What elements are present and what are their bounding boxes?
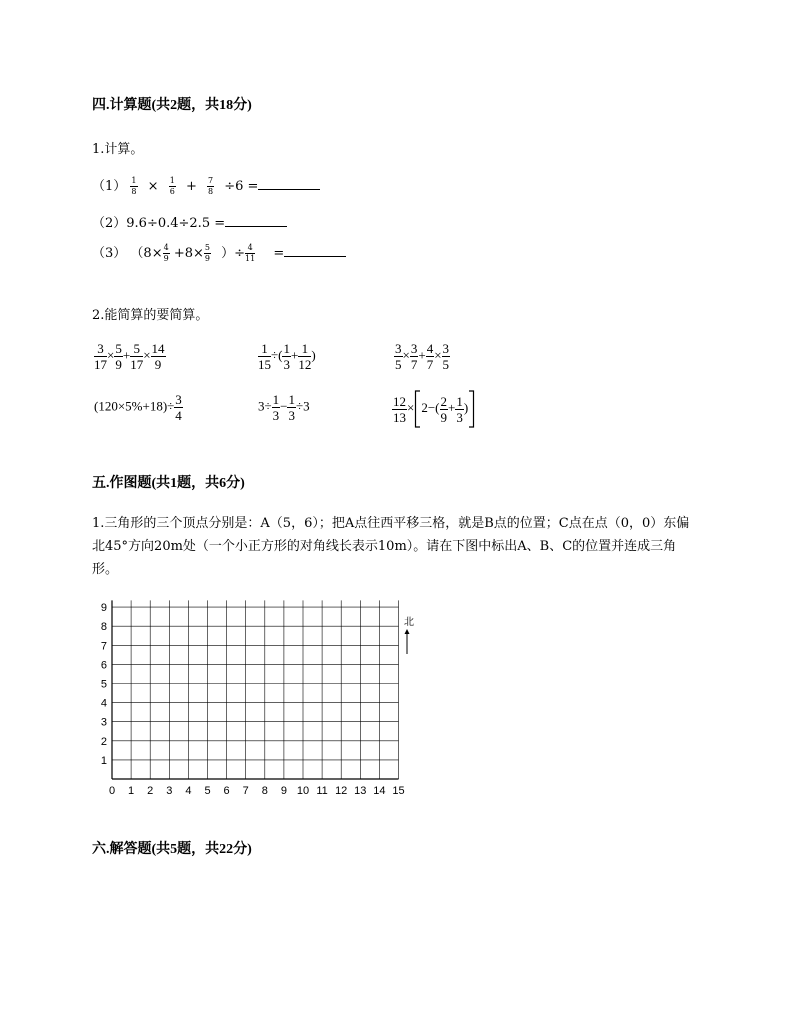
fraction: $\frac{5}{9}$	[204, 243, 210, 263]
x-tick-label: 3	[166, 785, 173, 797]
x-tick-label: 13	[354, 785, 367, 797]
simplify-expr-5: 3÷ $\frac{1}{3}$ − $\frac{1}{3}$ ÷3	[258, 392, 310, 423]
x-tick-label: 15	[392, 785, 405, 797]
x-tick-label: 11	[316, 785, 328, 797]
y-tick-label: 8	[100, 621, 107, 634]
simplify-expr-6: $\frac{12}{13}$ × 2−( $\frac{2}{9}$ + $\frac{1}{3}$ )	[392, 390, 475, 428]
coordinate-grid[interactable]	[90, 598, 420, 803]
y-tick-label: 7	[100, 640, 107, 653]
fraction: $\frac{1}{8}$	[131, 176, 137, 196]
x-tick-label: 6	[223, 785, 230, 797]
line-index: （1）	[92, 179, 127, 194]
grid-lines	[112, 600, 399, 779]
y-tick-label: 5	[100, 678, 107, 691]
answer-blank[interactable]	[225, 226, 287, 227]
simplify-expr-1: $\frac{3}{17}$ × $\frac{5}{9}$ + $\frac{5}{17}$ × $\frac{14}{9}$	[94, 341, 165, 372]
fraction: $\frac{4}{9}$	[163, 243, 169, 263]
y-tick-label: 1	[100, 754, 107, 767]
fraction: $\frac{1}{6}$	[169, 176, 175, 196]
simplify-expr-4: (120×5%+18)÷ $\frac{3}{4}$	[94, 392, 182, 423]
x-tick-label: 2	[147, 785, 154, 797]
calc-line-3: （3） （8× $\frac{4}{9}$ +8× $\frac{5}{9}$ ）÷ $\frac{4}{11}$ =	[92, 242, 346, 263]
question-2-label: 2.能简算的要简算。	[92, 308, 209, 323]
section-answer-title: 六.解答题(共5题，共22分)	[92, 842, 252, 857]
x-tick-label: 9	[280, 785, 287, 797]
x-axis-labels	[109, 785, 405, 797]
fraction: $\frac{7}{8}$	[207, 176, 214, 196]
x-tick-label: 5	[204, 785, 211, 797]
x-tick-label: 14	[373, 785, 386, 797]
x-tick-label: 10	[296, 785, 310, 797]
section-draw-title: 五.作图题(共1题，共6分)	[92, 476, 245, 491]
right-bracket	[468, 390, 475, 428]
x-tick-label: 7	[242, 785, 249, 797]
answer-blank[interactable]	[284, 256, 346, 257]
x-tick-label: 12	[335, 785, 348, 797]
calc-line-1: （1） $\frac{1}{8}$ × $\frac{1}{6}$ + $\frac{7}{8}$ ÷6 =	[92, 175, 320, 196]
question-1-label: 1.计算。	[92, 142, 144, 157]
section-calc-title: 四.计算题(共2题，共18分)	[92, 98, 252, 113]
answer-blank[interactable]	[258, 189, 320, 190]
simplify-expr-3: $\frac{3}{5}$ × $\frac{3}{7}$ + $\frac{4}{7}$ × $\frac{3}{5}$	[395, 341, 450, 372]
draw-question-text: 1.三角形的三个顶点分别是：A（5，6）；把A点往西平移三格，就是B点的位置；C点在点（0，0）东偏北45°方向20m处（一个小正方形的对角线长表示10m）。请在下图中标出A、B、C的位置并连成三角形。	[92, 516, 690, 577]
x-tick-label: 8	[261, 785, 268, 797]
x-tick-label: 4	[185, 785, 192, 797]
y-tick-label: 3	[100, 716, 107, 729]
line-index: （3）	[92, 246, 127, 261]
y-tick-label: 4	[100, 697, 107, 710]
north-arrow	[404, 616, 414, 654]
x-tick-label: 0	[108, 785, 116, 797]
line-index: （2）	[92, 216, 127, 231]
y-tick-label: 9	[100, 602, 107, 615]
north-label: 北	[404, 617, 414, 628]
y-tick-label: 6	[100, 659, 107, 672]
calc-line-2: （2）9.6÷0.4÷2.5 =	[92, 212, 287, 231]
y-tick-label: 2	[100, 735, 107, 748]
y-axis-labels	[101, 602, 107, 767]
x-tick-label: 1	[128, 785, 135, 797]
simplify-expr-2: $\frac{1}{15}$ ÷( $\frac{1}{3}$ + $\frac{1}{12}$ )	[258, 341, 316, 372]
fraction: $\frac{4}{11}$	[245, 243, 256, 263]
